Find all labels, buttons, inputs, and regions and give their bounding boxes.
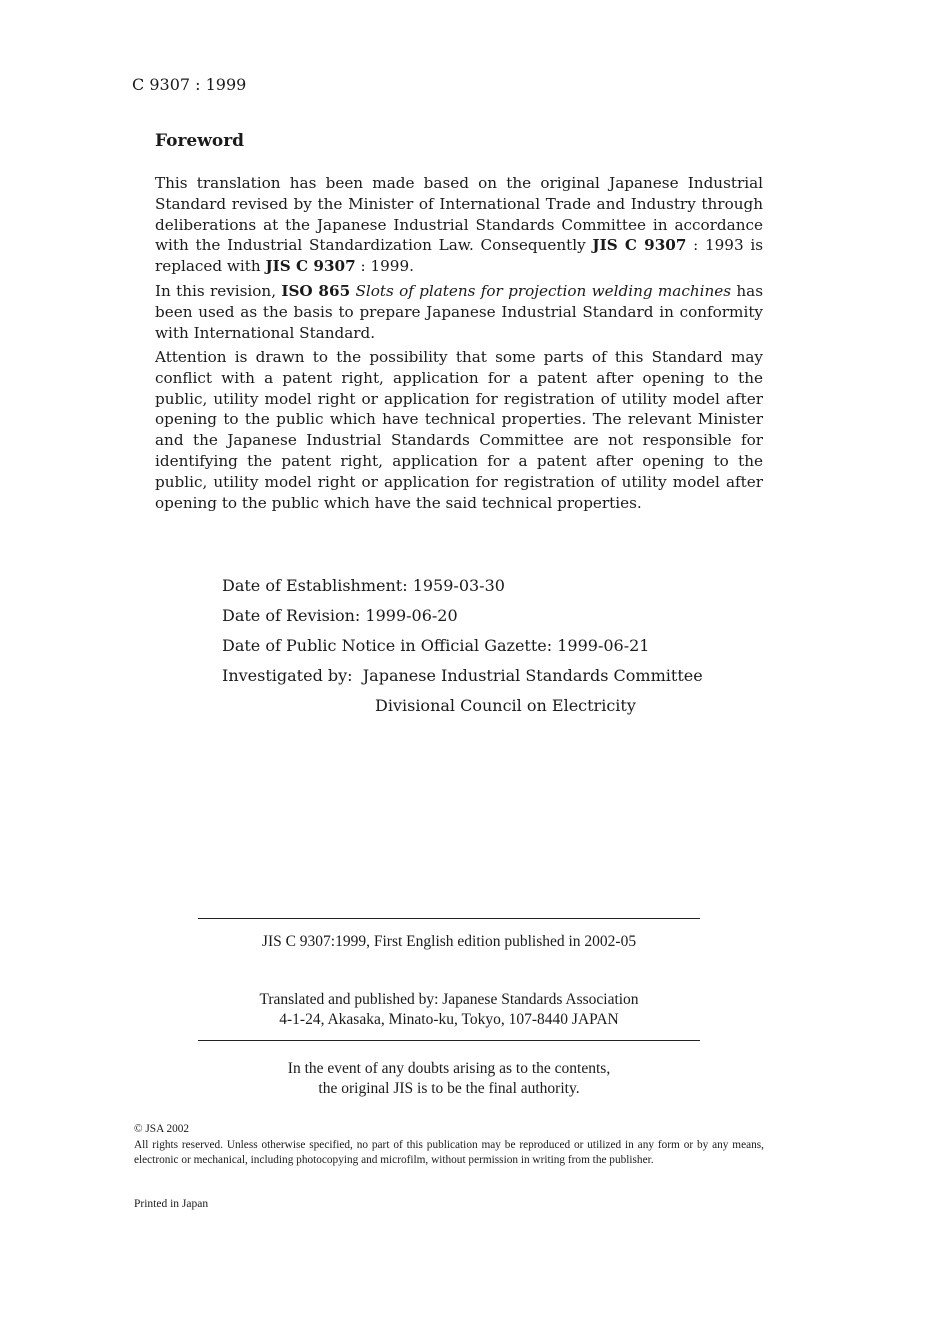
- divider-bottom: [198, 1040, 700, 1041]
- p2-iso-title: Slots of platens for projection welding machines: [355, 282, 732, 300]
- date-of-public-notice: Date of Public Notice in Official Gazette: 1999-06-21: [222, 636, 650, 655]
- foreword-paragraph-2: [155, 281, 763, 343]
- divider-top: [198, 918, 700, 919]
- date-of-revision: Date of Revision: 1999-06-20: [222, 606, 458, 625]
- document-id-header: C 9307 : 1999: [132, 75, 247, 94]
- p2-iso-ref: ISO 865: [281, 282, 351, 300]
- publisher-block: [198, 990, 700, 1030]
- publisher-address: 4-1-24, Akasaka, Minato-ku, Tokyo, 107-8440 JAPAN: [279, 1011, 619, 1028]
- p2-text-1: In this revision,: [155, 282, 282, 300]
- printed-in: Printed in Japan: [134, 1198, 209, 1210]
- edition-statement: JIS C 9307:1999, First English edition published in 2002-05: [261, 933, 637, 950]
- foreword-paragraph-1: [155, 173, 763, 277]
- foreword-heading: Foreword: [155, 131, 245, 151]
- investigated-label: Investigated by:: [222, 666, 358, 685]
- authority-line-2: the original JIS is to be the final authority.: [318, 1080, 580, 1097]
- copyright-block: [134, 1122, 764, 1169]
- date-of-establishment: Date of Establishment: 1959-03-30: [222, 576, 505, 595]
- p1-text-1: This translation has been made based on the original Japanese Industrial Standard revised by the Minister of International Trade and Industry through deliberations at the Japanese Industrial Standards Committee in accordance with the Industrial Standardization Law. Consequently: [155, 174, 763, 255]
- dates-block: [222, 571, 703, 721]
- p1-jis-ref-1: JIS C 9307: [592, 236, 687, 255]
- p1-text-2: : 1993 is replaced with: [155, 236, 764, 276]
- p2-text-2: has been used as the basis to prepare Japanese Industrial Standard in conformity with International Standard.: [155, 282, 764, 342]
- investigating-committee: Japanese Industrial Standards Committee: [362, 666, 703, 685]
- p1-jis-ref-2: JIS C 9307: [265, 257, 356, 276]
- foreword-paragraph-3: Attention is drawn to the possibility that some parts of this Standard may conflict with a patent right, application for a patent after opening to the public, utility model right or application for registration of utility model after opening to the public which have technical properties. The relevant Minister and the Japanese Industrial Standards Committee are not responsible for identifying the patent right, application for a patent after opening to the public, utility model right or application for registration of utility model after opening to the public which have the said technical properties.: [155, 348, 763, 512]
- p1-text-3: : 1999.: [355, 257, 414, 276]
- investigated-by: [222, 661, 703, 691]
- copyright-notice: © JSA 2002: [134, 1123, 190, 1135]
- authority-notice: [198, 1059, 700, 1099]
- translated-by: Translated and published by: Japanese Standards Association: [259, 991, 639, 1008]
- authority-line-1: In the event of any doubts arising as to the contents,: [287, 1060, 611, 1077]
- divisional-council: Divisional Council on Electricity: [375, 696, 636, 715]
- rights-reserved: All rights reserved. Unless otherwise specified, no part of this publication may be reproduced or utilized in any form or by any means, electronic or mechanical, including photocopying and microfilm, without permission in writing from the publisher.: [134, 1138, 764, 1166]
